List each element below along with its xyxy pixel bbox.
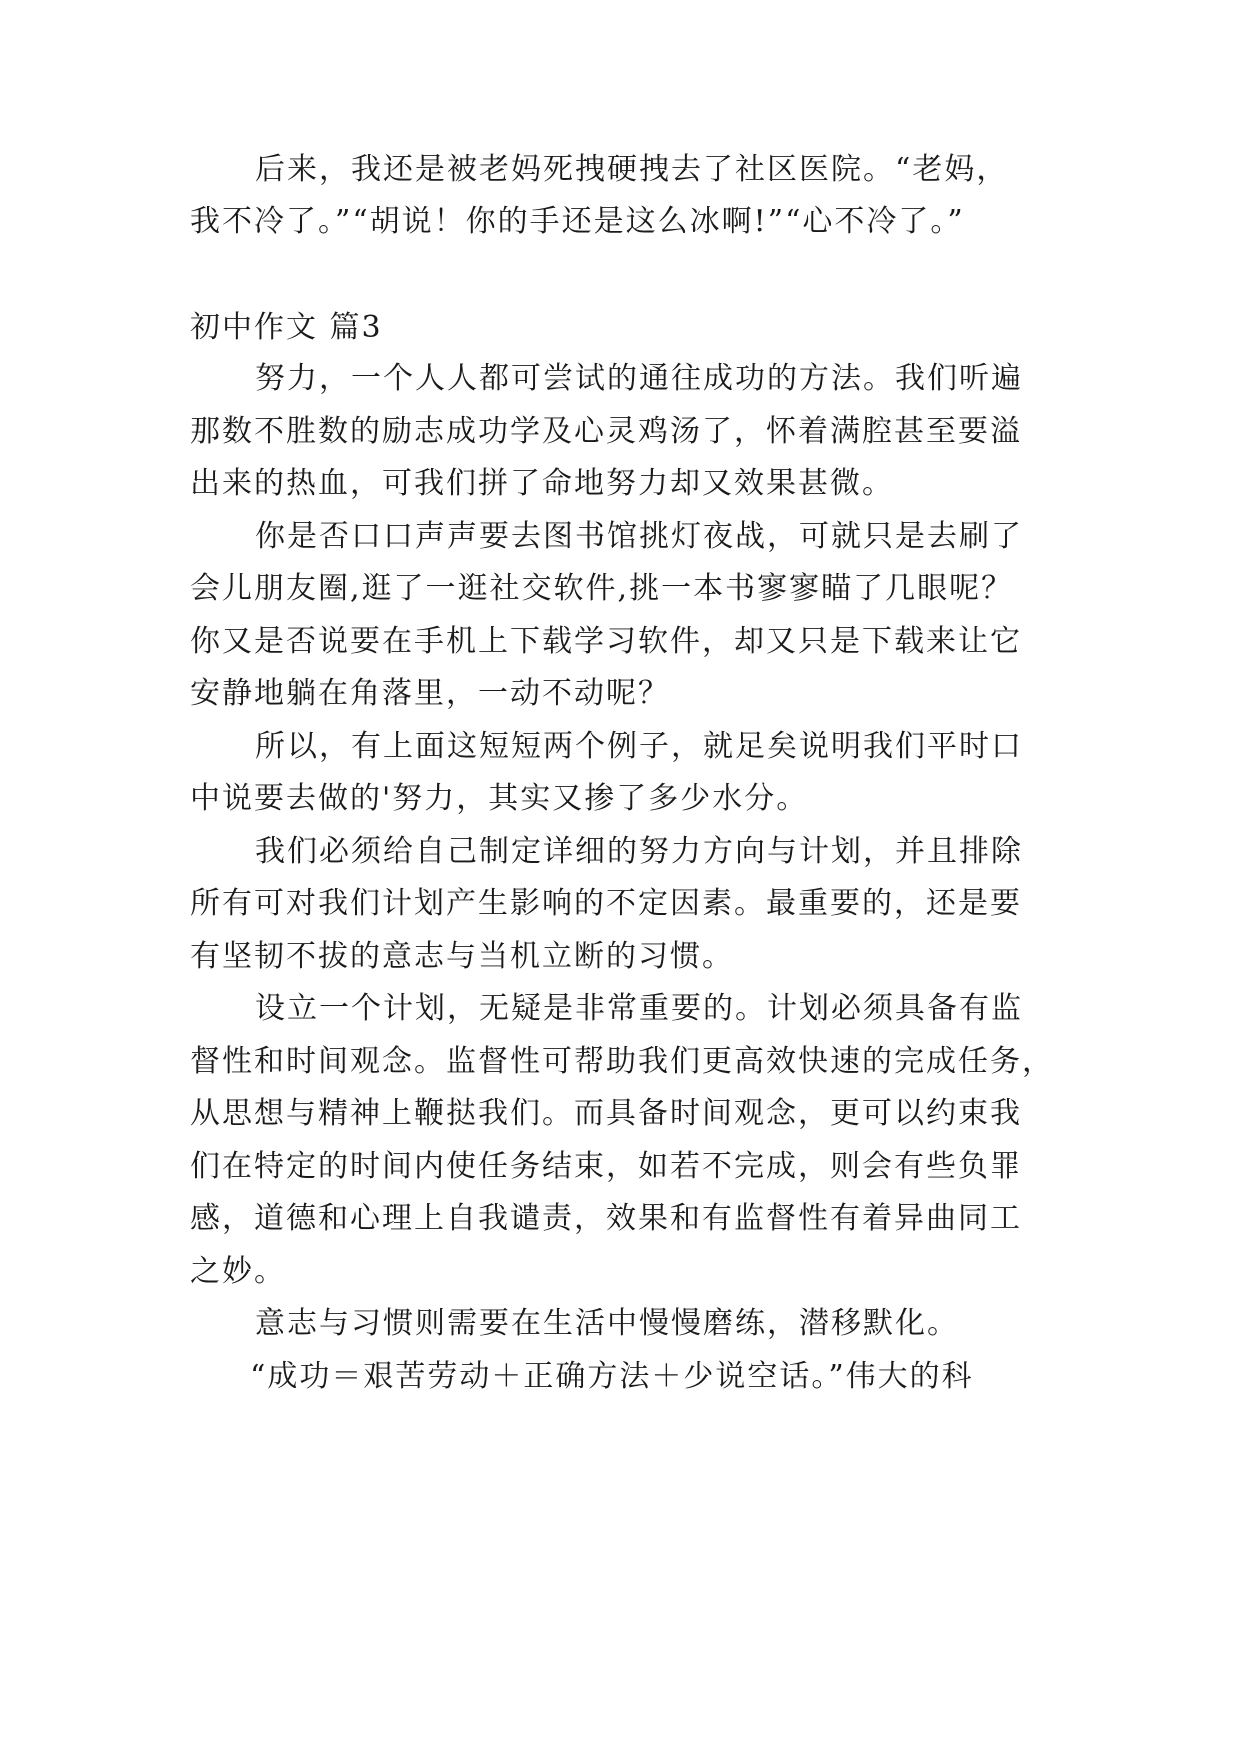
text-line: 中说要去做的'努力，其实又掺了多少水分。 [190, 781, 809, 816]
text-line: 所有可对我们计划产生影响的不定因素。最重要的，还是要 [190, 886, 1022, 921]
text-line: 你又是否说要在手机上下载学习软件，却又只是下载来让它 [190, 624, 1022, 659]
text-line: “成功＝艰苦劳动＋正确方法＋少说空话。”伟大的科 [250, 1359, 974, 1394]
text-line: 安静地躺在角落里，一动不动呢？ [190, 676, 670, 711]
text-line: 意志与习惯则需要在生活中慢慢磨练，潜移默化。 [255, 1306, 959, 1341]
text-line: 你是否口口声声要去图书馆挑灯夜战，可就只是去刷了 [255, 519, 1023, 554]
text-line: 感，道德和心理上自我谴责，效果和有监督性有着异曲同工 [190, 1201, 1022, 1236]
text-line: 从思想与精神上鞭挞我们。而具备时间观念，更可以约束我 [190, 1096, 1022, 1131]
text-line: 督性和时间观念。监督性可帮助我们更高效快速的完成任务， [190, 1044, 1054, 1079]
text-line: 出来的热血，可我们拼了命地努力却又效果甚微。 [190, 466, 894, 501]
text-line: 我不冷了。”“胡说！你的手还是这么冰啊!”“心不冷了。” [190, 204, 965, 239]
text-line: 之妙。 [190, 1254, 286, 1289]
text-line: 会儿朋友圈,逛了一逛社交软件,挑一本书寥寥瞄了几眼呢？ [190, 571, 1014, 606]
text-line: 们在特定的时间内使任务结束，如若不完成，则会有些负罪 [190, 1149, 1022, 1184]
text-line: 有坚韧不拔的意志与当机立断的习惯。 [190, 939, 734, 974]
text-line: 所以，有上面这短短两个例子，就足矣说明我们平时口 [255, 729, 1023, 764]
text-line: 那数不胜数的励志成功学及心灵鸡汤了，怀着满腔甚至要溢 [190, 414, 1022, 449]
text-line: 后来，我还是被老妈死拽硬拽去了社区医院。“老妈， [255, 152, 1009, 187]
text-line: 设立一个计划，无疑是非常重要的。计划必须具备有监 [255, 991, 1023, 1026]
text-line: 努力，一个人人都可尝试的通往成功的方法。我们听遍 [255, 361, 1023, 396]
section-heading: 初中作文 篇3 [190, 310, 383, 345]
text-line: 我们必须给自己制定详细的努力方向与计划，并且排除 [255, 834, 1023, 869]
